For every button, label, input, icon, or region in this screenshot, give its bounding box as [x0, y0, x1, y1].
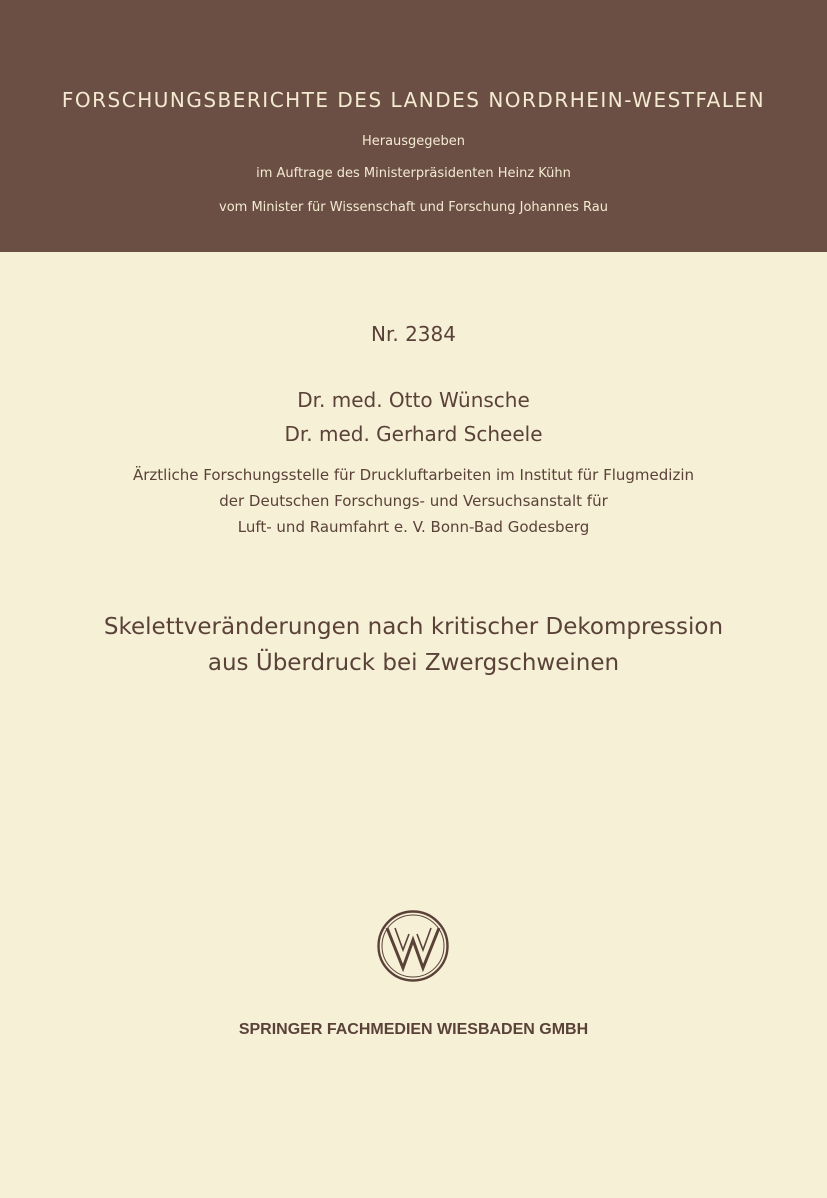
header-band — [0, 0, 827, 252]
affiliation-line-3: Luft- und Raumfahrt e. V. Bonn-Bad Godesberg — [237, 518, 590, 536]
editor-label: Herausgegeben — [361, 134, 466, 149]
title-line-1: Skelettveränderungen nach kritischer Dekompression — [103, 614, 724, 640]
vw-circle-logo-icon — [375, 908, 451, 984]
affiliation-line-2: der Deutschen Forschungs- und Versuchsanstalt für — [219, 492, 608, 510]
report-number: Nr. 2384 — [371, 322, 456, 346]
editor-line-1: im Auftrage des Ministerpräsidenten Heinz Kühn — [256, 166, 571, 181]
author-1: Dr. med. Otto Wünsche — [297, 388, 530, 412]
editor-line-2: vom Minister für Wissenschaft und Forschung Johannes Rau — [219, 200, 608, 215]
author-2: Dr. med. Gerhard Scheele — [284, 422, 543, 446]
affiliation-line-1: Ärztliche Forschungsstelle für Druckluftarbeiten im Institut für Flugmedizin — [133, 466, 694, 484]
publisher: SPRINGER FACHMEDIEN WIESBADEN GMBH — [238, 1021, 589, 1038]
series-title: FORSCHUNGSBERICHTE DES LANDES NORDRHEIN-WESTFALEN — [61, 88, 766, 112]
title-line-2: aus Überdruck bei Zwergschweinen — [207, 650, 620, 676]
